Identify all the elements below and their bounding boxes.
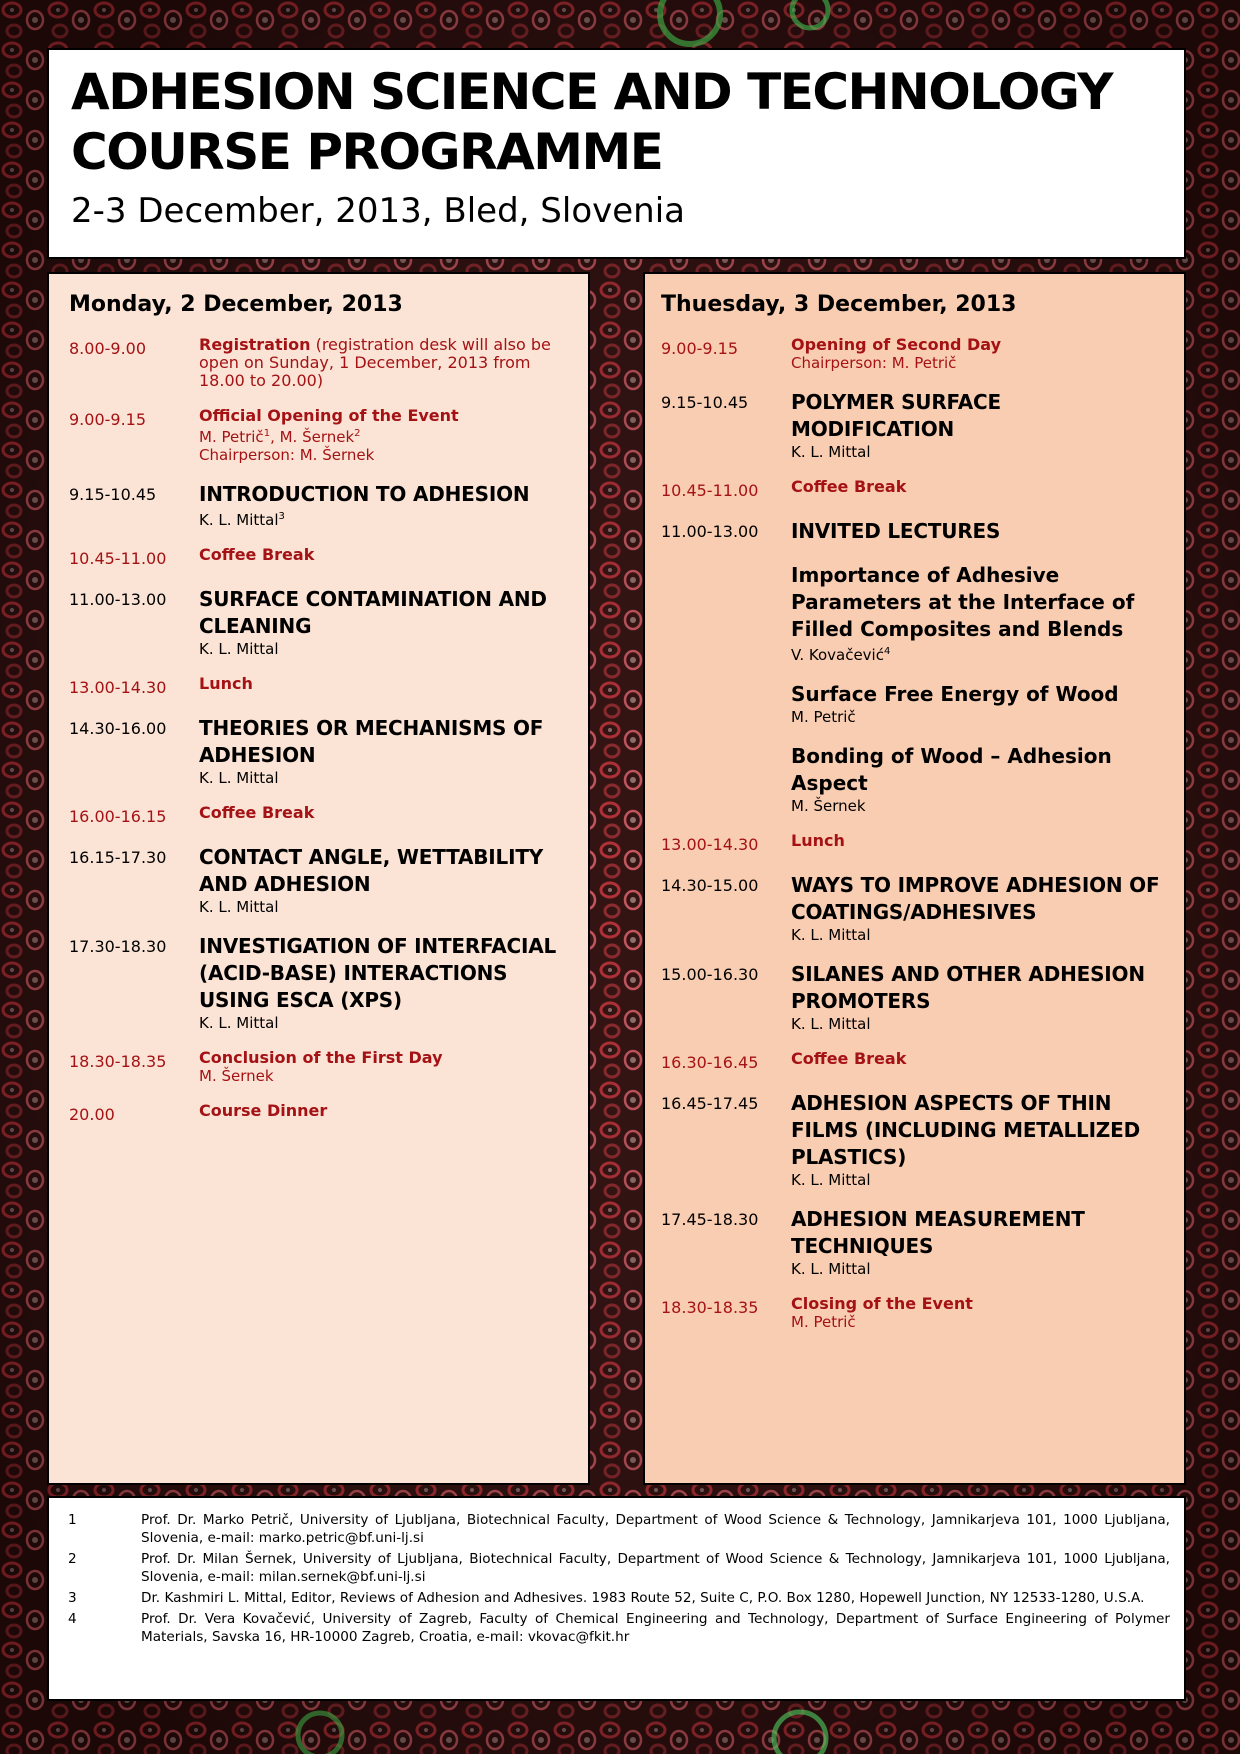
session-title: ADHESION MEASUREMENT TECHNIQUES	[791, 1207, 1085, 1258]
session-speaker: M. Šernek	[199, 1067, 274, 1085]
session-speaker: K. L. Mittal	[199, 898, 279, 916]
day2-panel	[643, 272, 1186, 1485]
session-time: 9.15-10.45	[661, 393, 749, 412]
lecture-title: Importance of Adhesive Parameters at the Interface of Filled Composites and Blends	[791, 563, 1135, 641]
page-title-line2: COURSE PROGRAMME	[71, 123, 663, 181]
session-title: Lunch	[199, 674, 253, 693]
footnotes-box	[47, 1496, 1186, 1701]
session-time: 14.30-16.00	[69, 719, 167, 738]
session-speaker: K. L. Mittal	[791, 443, 871, 461]
session-title: Opening of Second Day	[791, 335, 1001, 354]
session-time: 14.30-15.00	[661, 876, 759, 895]
session-time: 16.15-17.30	[69, 848, 167, 867]
schedule-item	[69, 336, 574, 390]
day1-heading: Monday, 2 December, 2013	[69, 292, 403, 317]
footnote	[68, 1511, 1170, 1547]
session-title: INVITED LECTURES	[791, 519, 1001, 543]
session-title: Official Opening of the Event	[199, 406, 459, 425]
session-speaker: K. L. Mittal	[199, 640, 279, 658]
schedule-item	[661, 478, 1170, 501]
session-note: (registration desk will also be open on Sunday, 1 December, 2013 from 18.00 to 20.00)	[199, 335, 551, 390]
schedule-item	[69, 675, 574, 698]
session-time: 8.00-9.00	[69, 339, 147, 358]
footnote	[68, 1550, 1170, 1586]
session-title: Lunch	[791, 831, 845, 850]
lecture-speaker: M. Šernek	[791, 797, 866, 815]
event-date-location: 2-3 December, 2013, Bled, Slovenia	[71, 191, 685, 231]
footnote-text: Prof. Dr. Milan Šernek, University of Ljubljana, Biotechnical Faculty, Department of Wood Science & Technology, Jamnikarjeva 101, 1000 Ljubljana, Slovenia, e-mail: milan.sernek@bf.uni-lj.si	[141, 1551, 1170, 1585]
session-time: 17.45-18.30	[661, 1210, 759, 1229]
session-title: Registration (registration desk will also be open on Sunday, 1 December, 2013 from 18.00 to 20.00)	[199, 335, 551, 390]
title-box	[47, 48, 1186, 259]
schedule-item	[69, 1102, 574, 1125]
session-title: WAYS TO IMPROVE ADHESION OF COATINGS/ADHESIVES	[791, 873, 1160, 924]
page-title: ADHESION SCIENCE AND TECHNOLOGY	[71, 63, 1112, 121]
schedule-item	[661, 1295, 1170, 1331]
day2-heading: Thuesday, 3 December, 2013	[661, 292, 1017, 317]
session-time: 11.00-13.00	[661, 522, 759, 541]
session-time: 13.00-14.30	[69, 678, 167, 697]
session-time: 9.00-9.15	[69, 410, 147, 429]
session-title: SILANES AND OTHER ADHESION PROMOTERS	[791, 962, 1145, 1013]
schedule-item	[69, 407, 574, 464]
session-speakers: M. Petrič$^1$, M. Šernek$^2$	[199, 428, 361, 446]
invited-lecture	[791, 681, 1170, 726]
schedule-item	[661, 1050, 1170, 1073]
invited-lecture	[791, 743, 1170, 815]
schedule-item	[69, 715, 574, 787]
session-speaker: K. L. Mittal	[199, 769, 279, 787]
session-time: 16.00-16.15	[69, 807, 167, 826]
session-time: 17.30-18.30	[69, 937, 167, 956]
footnote	[68, 1610, 1170, 1646]
schedule-item	[69, 933, 574, 1032]
invited-lecture	[791, 562, 1170, 664]
session-time: 13.00-14.30	[661, 835, 759, 854]
footnote-number: 4	[68, 1611, 77, 1627]
lecture-speaker: V. Kovačević$^4$	[791, 646, 891, 664]
schedule-item	[69, 804, 574, 827]
session-title: POLYMER SURFACE MODIFICATION	[791, 390, 1001, 441]
schedule-item	[661, 832, 1170, 855]
session-title: INVESTIGATION OF INTERFACIAL (ACID-BASE) INTERACTIONS USING ESCA (XPS)	[199, 934, 557, 1012]
footnote-number: 3	[68, 1590, 77, 1606]
session-speaker: K. L. Mittal	[199, 1014, 279, 1032]
footnote-text: Dr. Kashmiri L. Mittal, Editor, Reviews of Adhesion and Adhesives. 1983 Route 52, Suite C, P.O. Box 1280, Hopewell Junction, NY 12533-1280, U.S.A.	[141, 1590, 1145, 1606]
schedule-item	[661, 961, 1170, 1033]
lecture-title: Surface Free Energy of Wood	[791, 682, 1119, 706]
session-speaker: K. L. Mittal$^3$	[199, 511, 285, 529]
session-time: 15.00-16.30	[661, 965, 759, 984]
schedule-item	[661, 872, 1170, 944]
session-title: Coffee Break	[199, 545, 315, 564]
footnote-text: Prof. Dr. Vera Kovačević, University of Zagreb, Faculty of Chemical Engineering and Technology, Department of Surface Engineering of Polymer Materials, Savska 16, HR-10000 Zagreb, Croatia, e-mail: vkovac@fkit.hr	[141, 1611, 1170, 1645]
footnote	[68, 1589, 1170, 1607]
session-title: CONTACT ANGLE, WETTABILITY AND ADHESION	[199, 845, 544, 896]
schedule-item	[661, 518, 1170, 545]
session-speaker: M. Petrič	[791, 1313, 856, 1331]
session-speaker: K. L. Mittal	[791, 926, 871, 944]
lecture-speaker: M. Petrič	[791, 708, 856, 726]
session-time: 10.45-11.00	[69, 549, 167, 568]
schedule-item	[661, 1090, 1170, 1189]
session-speaker: K. L. Mittal	[791, 1171, 871, 1189]
session-chair: Chairperson: M. Petrič	[791, 354, 957, 372]
session-title: Coffee Break	[791, 477, 907, 496]
schedule-item	[69, 546, 574, 569]
session-title: Course Dinner	[199, 1101, 328, 1120]
schedule-item	[69, 481, 574, 529]
session-speaker: K. L. Mittal	[791, 1260, 871, 1278]
session-time: 18.30-18.35	[69, 1052, 167, 1071]
session-title: Conclusion of the First Day	[199, 1048, 443, 1067]
session-time: 18.30-18.35	[661, 1298, 759, 1317]
session-time: 16.30-16.45	[661, 1053, 759, 1072]
schedule-item	[69, 844, 574, 916]
session-time: 11.00-13.00	[69, 590, 167, 609]
session-title: SURFACE CONTAMINATION AND CLEANING	[199, 587, 547, 638]
session-time: 10.45-11.00	[661, 481, 759, 500]
footnote-number: 2	[68, 1551, 77, 1567]
schedule-item	[661, 389, 1170, 461]
session-chair: Chairperson: M. Šernek	[199, 446, 375, 464]
session-time: 9.15-10.45	[69, 485, 157, 504]
session-title: Coffee Break	[199, 803, 315, 822]
session-time: 16.45-17.45	[661, 1094, 759, 1113]
session-title: Closing of the Event	[791, 1294, 973, 1313]
footnote-text: Prof. Dr. Marko Petrič, University of Ljubljana, Biotechnical Faculty, Department of Wood Science & Technology, Jamnikarjeva 101, 1000 Ljubljana, Slovenia, e-mail: marko.petric@bf.uni-lj.si	[141, 1512, 1170, 1546]
day1-panel	[47, 272, 590, 1485]
schedule-item	[661, 336, 1170, 372]
footnote-number: 1	[68, 1512, 77, 1528]
session-title: ADHESION ASPECTS OF THIN FILMS (INCLUDING METALLIZED PLASTICS)	[791, 1091, 1140, 1169]
session-speaker: K. L. Mittal	[791, 1015, 871, 1033]
session-title: INTRODUCTION TO ADHESION	[199, 482, 530, 506]
lecture-title: Bonding of Wood – Adhesion Aspect	[791, 744, 1112, 795]
session-time: 9.00-9.15	[661, 339, 739, 358]
schedule-item	[69, 586, 574, 658]
session-title: Coffee Break	[791, 1049, 907, 1068]
schedule-item	[661, 1206, 1170, 1278]
schedule-item	[69, 1049, 574, 1085]
session-title: THEORIES OR MECHANISMS OF ADHESION	[199, 716, 544, 767]
session-time: 20.00	[69, 1105, 115, 1124]
